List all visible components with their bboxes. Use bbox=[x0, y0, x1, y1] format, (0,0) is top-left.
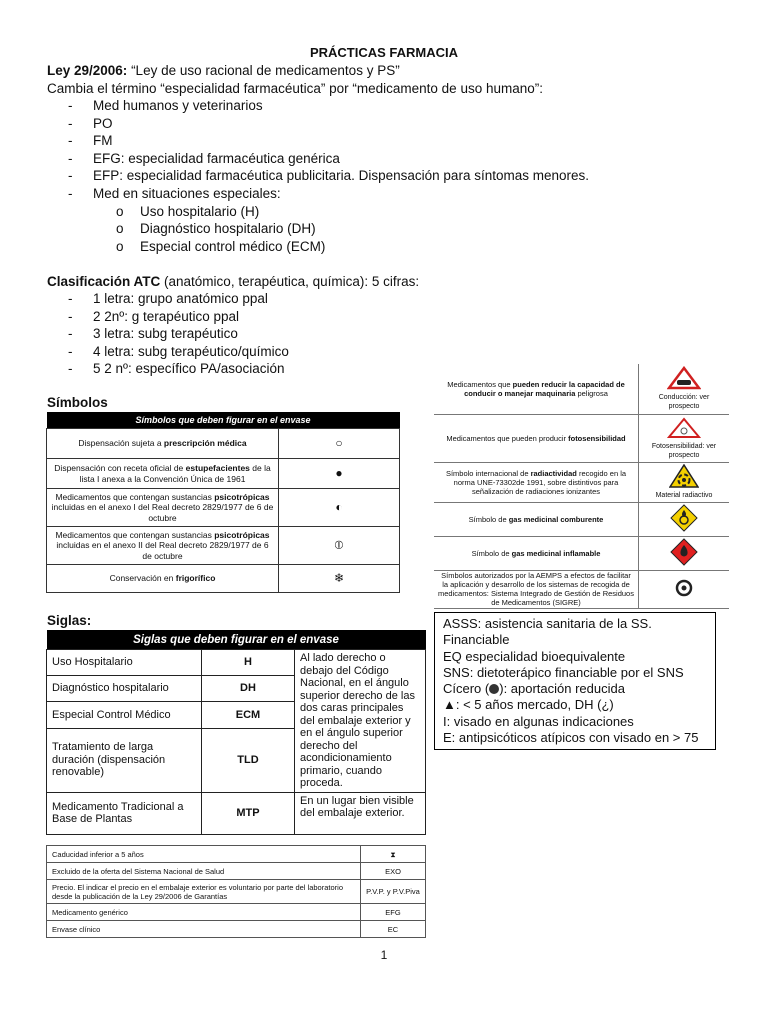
atc-heading bbox=[47, 273, 419, 291]
table-row bbox=[47, 792, 426, 834]
note-line: EQ especialidad bioequivalente bbox=[443, 648, 626, 664]
table-row bbox=[434, 364, 729, 414]
extra-code: EC bbox=[361, 921, 426, 938]
sigla-label: Diagnóstico hospitalario bbox=[47, 675, 202, 702]
symbols-table-header: Símbolos que deben figurar en el envase bbox=[47, 412, 400, 429]
pictogram-caption: Conducción: ver prospecto bbox=[658, 394, 710, 411]
extra-label: Medicamento genérico bbox=[47, 904, 361, 921]
list-item: 1 letra: grupo anatómico ppal bbox=[93, 291, 268, 306]
atc-description: (anatómico, terapéutica, química): 5 cifras: bbox=[160, 274, 420, 289]
sigla-label: Uso Hospitalario bbox=[47, 650, 202, 676]
note-line: ASSS: asistencia sanitaria de la SS. Financiable bbox=[443, 616, 652, 648]
sigla-label: Tratamiento de larga duración (dispensación renovable) bbox=[47, 728, 202, 792]
term-change: Cambia el término “especialidad farmacéutica” por “medicamento de uso humano”: bbox=[47, 81, 543, 96]
extra-code: P.V.P. y P.V.Piva bbox=[361, 880, 426, 904]
table-row bbox=[47, 921, 426, 938]
list-item: Med humanos y veterinarios bbox=[93, 98, 263, 113]
sigre-icon bbox=[675, 579, 693, 597]
table-row bbox=[47, 650, 426, 676]
atc-list: - 1 letra: grupo anatómico ppal - 2 2nº: g terapéutico ppal - 3 letra: subg terapéutico - 4 letra: subg terapéutico/químico - 5 2 nº: específico PA/asociación bbox=[68, 291, 289, 377]
sigla-label: Especial Control Médico bbox=[47, 702, 202, 729]
list-item: PO bbox=[93, 115, 113, 131]
symbol-description: Dispensación sujeta a prescripción médica bbox=[47, 429, 279, 459]
list-item: 3 letra: subg terapéutico bbox=[93, 326, 238, 342]
pictogram-description: Símbolo de gas medicinal comburente bbox=[434, 502, 639, 536]
pictogram-description: Símbolo de gas medicinal inflamable bbox=[434, 536, 639, 570]
table-row bbox=[47, 904, 426, 921]
page-number: 1 bbox=[380, 948, 388, 962]
law-description: “Ley de uso racional de medicamentos y PS” bbox=[127, 63, 400, 78]
list-item: FM bbox=[93, 133, 113, 149]
pictogram-description: Medicamentos que pueden producir fotosensibilidad bbox=[434, 414, 639, 462]
oxidizer-icon bbox=[670, 504, 698, 532]
list-item: 5 2 nº: específico PA/asociación bbox=[93, 361, 285, 377]
extra-code: EFG bbox=[361, 904, 426, 921]
extra-label: Caducidad inferior a 5 años bbox=[47, 846, 361, 863]
sub-list-item: Especial control médico (ECM) bbox=[140, 238, 326, 254]
sigla-code: TLD bbox=[202, 728, 295, 792]
table-row bbox=[434, 414, 729, 462]
hourglass-icon: ⧗ bbox=[361, 846, 426, 863]
list-item: EFP: especialidad farmacéutica publicitaria. Dispensación para síntomas menores. bbox=[93, 168, 589, 184]
symbol-description: Medicamentos que contengan sustancias psicotrópicas incluidas en el anexo II del Real decreto 2829/1977 de 6 de octubre bbox=[47, 527, 279, 565]
sigla-code: DH bbox=[202, 675, 295, 702]
symbols-heading: Símbolos bbox=[47, 395, 108, 410]
pictogram-caption: Fotosensibilidad: ver prospecto bbox=[651, 442, 717, 459]
symbols-table bbox=[46, 412, 400, 593]
sub-list-item: Uso hospitalario (H) bbox=[140, 203, 260, 219]
atc-title: Clasificación ATC bbox=[47, 274, 161, 289]
note-line: E: antipsicóticos atípicos con visado en > 75 bbox=[443, 730, 699, 746]
siglas-table-header: Siglas que deben figurar en el envase bbox=[47, 630, 426, 650]
sigla-code: ECM bbox=[202, 702, 295, 729]
sigla-location: En un lugar bien visible del embalaje exterior. bbox=[295, 792, 426, 834]
sigla-code: H bbox=[202, 650, 295, 676]
list-item: EFG: especialidad farmacéutica genérica bbox=[93, 150, 340, 166]
table-row bbox=[434, 536, 729, 570]
extra-code: EXO bbox=[361, 863, 426, 880]
table-row bbox=[47, 429, 400, 459]
siglas-table bbox=[46, 630, 426, 835]
symbol-description: Conservación en frigorífico bbox=[47, 565, 279, 593]
table-row bbox=[434, 570, 729, 608]
flame-icon bbox=[670, 538, 698, 566]
list-item: 4 letra: subg terapéutico/químico bbox=[93, 343, 289, 359]
symbol-description: Medicamentos que contengan sustancias psicotrópicas incluidas en el anexo I del Real decreto 2829/1977 de 6 de octubre bbox=[47, 489, 279, 527]
table-row bbox=[434, 462, 729, 502]
pictogram-caption: Material radiactivo bbox=[655, 492, 713, 499]
extra-label: Envase clínico bbox=[47, 921, 361, 938]
radiation-icon bbox=[669, 464, 699, 488]
narcotic-filled-circle-icon: ● bbox=[279, 459, 400, 489]
psychotropic-line-circle-icon: ⦶ bbox=[279, 527, 400, 565]
table-row bbox=[47, 459, 400, 489]
prescription-circle-icon: ○ bbox=[279, 429, 400, 459]
notes-box bbox=[434, 612, 716, 750]
sigla-location: Al lado derecho o debajo del Código Nacional, en el ángulo superior derecho de las dos caras principales del embalaje exterior y en el ángulo superior derecho del acondicionamiento primario, cuando proceda. bbox=[295, 650, 426, 793]
pictogram-description: Símbolos autorizados por la AEMPS a efectos de facilitar la aplicación y desarrollo de los sistemas de recogida de medicamentos: Sistema Integrado de Gestión de Residuos de Medicamentos (SIGRE) bbox=[434, 570, 639, 608]
note-line: ▲: < 5 años mercado, DH (¿) bbox=[443, 697, 614, 713]
psychotropic-half-circle-icon: ◐ bbox=[279, 489, 400, 527]
table-row bbox=[47, 880, 426, 904]
table-row bbox=[434, 502, 729, 536]
car-warning-icon bbox=[667, 366, 701, 390]
sun-warning-icon bbox=[667, 417, 701, 439]
page-title: PRÁCTICAS FARMACIA bbox=[309, 45, 459, 60]
law-line bbox=[47, 62, 400, 80]
pictogram-description: Símbolo internacional de radiactividad recogido en la norma UNE-73302de 1991, sobre distintivos para señalización de radiaciones ionizantes bbox=[434, 462, 639, 502]
table-row bbox=[47, 565, 400, 593]
snowflake-icon: ❄ bbox=[279, 565, 400, 593]
note-line: I: visado en algunas indicaciones bbox=[443, 713, 634, 729]
pictogram-table bbox=[434, 364, 729, 609]
pictogram-description: Medicamentos que pueden reducir la capacidad de conducir o manejar maquinaria peligrosa bbox=[434, 364, 639, 414]
law-name: Ley 29/2006: bbox=[47, 63, 128, 78]
table-row bbox=[47, 863, 426, 880]
note-line: SNS: dietoterápico financiable por el SNS bbox=[443, 664, 684, 680]
sigla-label: Medicamento Tradicional a Base de Plantas bbox=[47, 792, 202, 834]
table-row bbox=[47, 527, 400, 565]
sub-list-item: Diagnóstico hospitalario (DH) bbox=[140, 221, 316, 237]
siglas-heading: Siglas: bbox=[47, 613, 92, 628]
sigla-code: MTP bbox=[202, 792, 295, 834]
law-list: - Med humanos y veterinarios - PO - FM - EFG: especialidad farmacéutica genérica - EFP: especialidad farmacéutica publicitaria. Dispensación para síntomas menores. - Med en situaciones especiales: o Uso hospitalario (H) o Diagnóstico hospitalario (DH) o Especial control médico (ECM) bbox=[68, 98, 589, 254]
extra-siglas-table bbox=[46, 845, 426, 938]
list-item: Med en situaciones especiales: bbox=[93, 186, 281, 201]
table-row bbox=[47, 846, 426, 863]
table-row bbox=[47, 489, 400, 527]
extra-label: Excluido de la oferta del Sistema Nacional de Salud bbox=[47, 863, 361, 880]
symbol-description: Dispensación con receta oficial de estupefacientes de la lista I anexa a la Convención Única de 1961 bbox=[47, 459, 279, 489]
list-item: 2 2nº: g terapéutico ppal bbox=[93, 308, 240, 324]
note-line: Cícero ( ): aportación reducida bbox=[443, 681, 625, 697]
extra-label: Precio. El indicar el precio en el embalaje exterior es voluntario por parte del laboratorio desde la publicación de la Ley 29/2006 de Garantías bbox=[47, 880, 361, 904]
filled-circle-icon bbox=[489, 684, 499, 694]
